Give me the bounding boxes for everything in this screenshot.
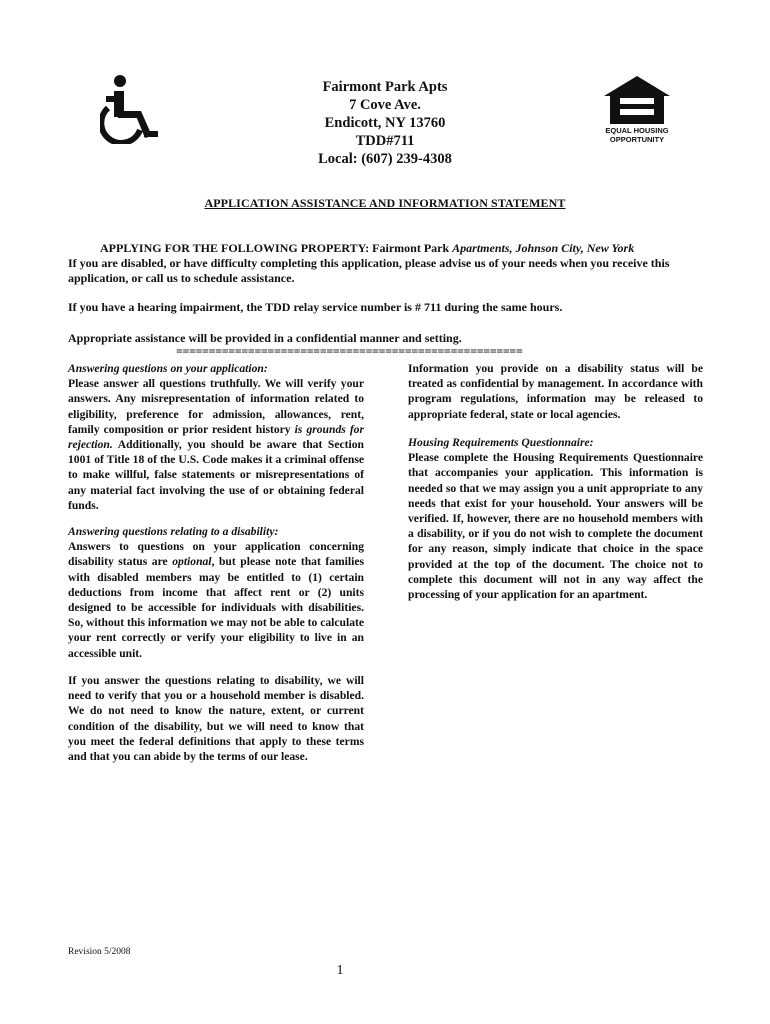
equal-housing-icon xyxy=(602,74,672,126)
hearing-impairment-note: If you have a hearing impairment, the TDD relay service number is # 711 during the same hours. xyxy=(68,300,563,314)
local-phone: Local: (607) 239-4308 xyxy=(318,151,452,167)
revision-date: Revision 5/2008 xyxy=(68,947,131,957)
body-text: Additionally, you should be aware that Section 1001 of Title 18 of the U.S. Code makes it a criminal offense to make willful, false statements or misrepresentations of any material fact involving the use of or obtaining federal funds. xyxy=(68,438,364,512)
section-verification xyxy=(68,673,364,764)
body-text: Please answer all questions truthfully. We will verify your answers. Any misrepresentation of information related to eligibility, preference for admission, allowances, rent, family composition or prior resident history xyxy=(68,377,364,436)
document-title: APPLICATION ASSISTANCE AND INFORMATION STATEMENT xyxy=(204,196,566,210)
equal-housing-logo xyxy=(602,74,672,146)
section-body: Please complete the Housing Requirements Questionnaire that accompanies your application. This information is needed so that we may assign you a unit appropriate to any needs that exist for your household. Your answers will be verified. If, however, there are no household members with a disability, or if you do not wish to complete the document for any reason, simply indicate that choice in the space provided at the top of the document. The choice not to complete this document will not in any way affect the processing of your application for an apartment. xyxy=(408,451,703,602)
disabled-note: If you are disabled, or have difficulty completing this application, please advise us of your needs when you receive this application, or call us to schedule assistance. xyxy=(68,256,670,285)
equal-housing-line1: EQUAL HOUSING xyxy=(605,126,669,135)
assistance-note: Appropriate assistance will be provided in a confidential manner and setting. xyxy=(68,331,462,345)
equal-housing-line2: OPPORTUNITY xyxy=(609,134,665,144)
separator-line: ===================================================== xyxy=(176,345,523,356)
page-number: 1 xyxy=(336,963,344,978)
applying-property-line xyxy=(100,241,720,256)
address-line1: 7 Cove Ave. xyxy=(349,97,421,113)
property-name: Fairmont Park Apts xyxy=(322,79,448,95)
body-text: Answers to questions on your application concerning disability status are xyxy=(68,540,364,569)
section-housing-questionnaire xyxy=(408,435,703,602)
applying-label: APPLYING FOR THE FOLLOWING PROPERTY: Fairmont Park xyxy=(100,241,453,255)
section-body: Information you provide on a disability status will be treated as confidential by management. In accordance with program regulations, information may be released to appropriate federal, state or local agencies. xyxy=(408,362,703,421)
address-line2: Endicott, NY 13760 xyxy=(324,115,446,131)
applying-location: Apartments, Johnson City, New York xyxy=(452,241,635,255)
emphasis-text: optional xyxy=(172,555,212,569)
section-answering-questions xyxy=(68,361,364,513)
wheelchair-icon xyxy=(100,74,160,144)
section-body xyxy=(68,539,364,661)
section-heading: Answering questions relating to a disability: xyxy=(68,525,279,538)
section-heading: Answering questions on your application: xyxy=(68,362,268,375)
emphasis-text: is grounds for rejection. xyxy=(68,422,364,452)
section-heading: Housing Requirements Questionnaire: xyxy=(408,436,594,449)
section-confidentiality xyxy=(408,361,703,422)
property-header xyxy=(250,78,520,168)
tdd-number: TDD#711 xyxy=(355,133,415,149)
body-text: , but please note that families with disabled members may be entitled to (1) certain deductions from income that affect rent or (2) units designed to be accessible for individuals with disabilities. So, without this information we may not be able to calculate your rent correctly or verify your eligibility to live in an accessible unit. xyxy=(68,555,365,660)
section-disability-questions xyxy=(68,524,364,661)
section-body: If you answer the questions relating to disability, we will need to verify that you or a household member is disabled. We do not need to know the nature, extent, or current condition of the disability, but we will need to know that you meet the federal definitions that apply to these terms and that you can abide by the terms of our lease. xyxy=(68,674,364,764)
section-body xyxy=(68,376,364,513)
